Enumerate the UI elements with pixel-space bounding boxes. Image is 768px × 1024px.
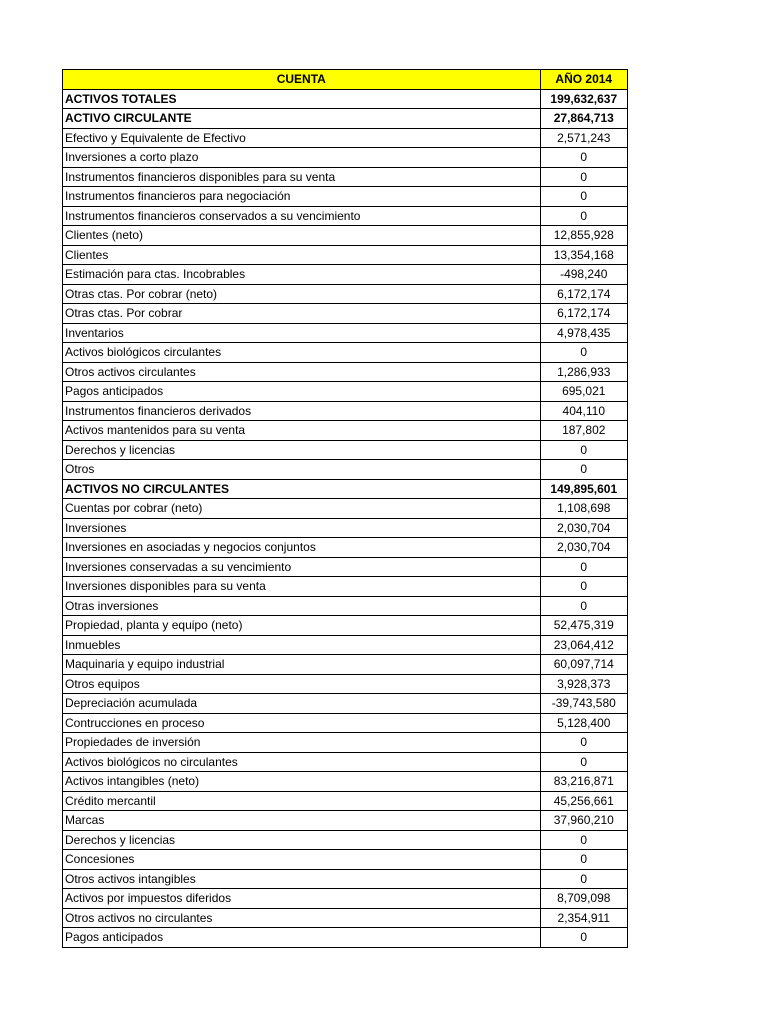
- table-row: [63, 889, 628, 909]
- table-row: [63, 284, 628, 304]
- table-row: [63, 733, 628, 753]
- value-cell: 83,216,871: [540, 772, 627, 792]
- table-row: [63, 518, 628, 538]
- value-cell: 6,172,174: [540, 304, 627, 324]
- table-row: [63, 869, 628, 889]
- value-cell: 0: [540, 733, 627, 753]
- value-cell: 2,354,911: [540, 908, 627, 928]
- value-cell: 2,030,704: [540, 538, 627, 558]
- value-cell: 27,864,713: [540, 109, 627, 129]
- table-row: [63, 908, 628, 928]
- table-row: [63, 128, 628, 148]
- account-name-cell: Inversiones a corto plazo: [63, 148, 541, 168]
- table-row: [63, 440, 628, 460]
- value-cell: 0: [540, 577, 627, 597]
- account-name-cell: Inmuebles: [63, 635, 541, 655]
- account-name-cell: Instrumentos financieros para negociación: [63, 187, 541, 207]
- account-name-cell: Clientes: [63, 245, 541, 265]
- account-name-cell: Inversiones: [63, 518, 541, 538]
- value-cell: 4,978,435: [540, 323, 627, 343]
- value-cell: 2,571,243: [540, 128, 627, 148]
- account-name-cell: Pagos anticipados: [63, 382, 541, 402]
- account-name-cell: Activos mantenidos para su venta: [63, 421, 541, 441]
- value-cell: 3,928,373: [540, 674, 627, 694]
- account-name-cell: Inventarios: [63, 323, 541, 343]
- value-cell: 0: [540, 869, 627, 889]
- account-name-cell: Otras inversiones: [63, 596, 541, 616]
- table-row: [63, 304, 628, 324]
- account-name-cell: Inversiones conservadas a su vencimiento: [63, 557, 541, 577]
- table-row: [63, 343, 628, 363]
- value-cell: 0: [540, 460, 627, 480]
- table-row: [63, 791, 628, 811]
- value-cell: 0: [540, 830, 627, 850]
- table-row: [63, 382, 628, 402]
- account-name-cell: Cuentas por cobrar (neto): [63, 499, 541, 519]
- account-name-cell: Activos por impuestos diferidos: [63, 889, 541, 909]
- table-row: [63, 479, 628, 499]
- value-cell: 37,960,210: [540, 811, 627, 831]
- account-name-cell: Maquinaria y equipo industrial: [63, 655, 541, 675]
- account-name-cell: Efectivo y Equivalente de Efectivo: [63, 128, 541, 148]
- value-cell: 404,110: [540, 401, 627, 421]
- account-name-cell: Propiedades de inversión: [63, 733, 541, 753]
- table-row: [63, 616, 628, 636]
- table-row: [63, 830, 628, 850]
- header-row: [63, 70, 628, 90]
- account-name-cell: Activos intangibles (neto): [63, 772, 541, 792]
- table-row: [63, 557, 628, 577]
- header-ano-2014: AÑO 2014: [540, 70, 627, 90]
- value-cell: 149,895,601: [540, 479, 627, 499]
- account-name-cell: Otras ctas. Por cobrar: [63, 304, 541, 324]
- table-row: [63, 460, 628, 480]
- table-row: [63, 694, 628, 714]
- table-row: [63, 655, 628, 675]
- table-row: [63, 362, 628, 382]
- account-name-cell: Derechos y licencias: [63, 440, 541, 460]
- account-name-cell: Concesiones: [63, 850, 541, 870]
- table-row: [63, 928, 628, 948]
- account-name-cell: Otros equipos: [63, 674, 541, 694]
- account-name-cell: Estimación para ctas. Incobrables: [63, 265, 541, 285]
- value-cell: 199,632,637: [540, 89, 627, 109]
- table-row: [63, 401, 628, 421]
- value-cell: 8,709,098: [540, 889, 627, 909]
- account-name-cell: Inversiones en asociadas y negocios conjuntos: [63, 538, 541, 558]
- value-cell: 0: [540, 148, 627, 168]
- account-name-cell: Pagos anticipados: [63, 928, 541, 948]
- value-cell: 0: [540, 557, 627, 577]
- balance-sheet-table: [62, 69, 628, 948]
- table-row: [63, 421, 628, 441]
- account-name-cell: Contrucciones en proceso: [63, 713, 541, 733]
- value-cell: 6,172,174: [540, 284, 627, 304]
- account-name-cell: Marcas: [63, 811, 541, 831]
- value-cell: 0: [540, 928, 627, 948]
- value-cell: 0: [540, 206, 627, 226]
- value-cell: 23,064,412: [540, 635, 627, 655]
- account-name-cell: ACTIVOS NO CIRCULANTES: [63, 479, 541, 499]
- account-name-cell: Otros activos intangibles: [63, 869, 541, 889]
- table-row: [63, 206, 628, 226]
- value-cell: 1,108,698: [540, 499, 627, 519]
- value-cell: 695,021: [540, 382, 627, 402]
- value-cell: 0: [540, 440, 627, 460]
- value-cell: 5,128,400: [540, 713, 627, 733]
- value-cell: 0: [540, 850, 627, 870]
- account-name-cell: Derechos y licencias: [63, 830, 541, 850]
- account-name-cell: Activos biológicos circulantes: [63, 343, 541, 363]
- value-cell: 0: [540, 752, 627, 772]
- value-cell: 60,097,714: [540, 655, 627, 675]
- table-row: [63, 323, 628, 343]
- table-row: [63, 226, 628, 246]
- table-row: [63, 89, 628, 109]
- table-row: [63, 752, 628, 772]
- account-name-cell: Instrumentos financieros conservados a su vencimiento: [63, 206, 541, 226]
- value-cell: 1,286,933: [540, 362, 627, 382]
- table-row: [63, 577, 628, 597]
- value-cell: 12,855,928: [540, 226, 627, 246]
- table-row: [63, 538, 628, 558]
- table-row: [63, 187, 628, 207]
- table-row: [63, 713, 628, 733]
- table-row: [63, 499, 628, 519]
- account-name-cell: Depreciación acumulada: [63, 694, 541, 714]
- value-cell: 0: [540, 167, 627, 187]
- account-name-cell: Otros activos no circulantes: [63, 908, 541, 928]
- value-cell: 2,030,704: [540, 518, 627, 538]
- value-cell: 0: [540, 343, 627, 363]
- value-cell: 52,475,319: [540, 616, 627, 636]
- value-cell: -39,743,580: [540, 694, 627, 714]
- table-row: [63, 811, 628, 831]
- value-cell: 45,256,661: [540, 791, 627, 811]
- table-row: [63, 245, 628, 265]
- table-row: [63, 772, 628, 792]
- header-cuenta: CUENTA: [63, 70, 541, 90]
- table-row: [63, 265, 628, 285]
- table-row: [63, 596, 628, 616]
- table-row: [63, 850, 628, 870]
- value-cell: 0: [540, 187, 627, 207]
- table-row: [63, 167, 628, 187]
- account-name-cell: Otros activos circulantes: [63, 362, 541, 382]
- account-name-cell: Otros: [63, 460, 541, 480]
- table-row: [63, 148, 628, 168]
- value-cell: -498,240: [540, 265, 627, 285]
- value-cell: 0: [540, 596, 627, 616]
- account-name-cell: Crédito mercantil: [63, 791, 541, 811]
- account-name-cell: Instrumentos financieros derivados: [63, 401, 541, 421]
- value-cell: 187,802: [540, 421, 627, 441]
- account-name-cell: Activos biológicos no circulantes: [63, 752, 541, 772]
- account-name-cell: Inversiones disponibles para su venta: [63, 577, 541, 597]
- table-row: [63, 674, 628, 694]
- account-name-cell: Clientes (neto): [63, 226, 541, 246]
- account-name-cell: Instrumentos financieros disponibles para su venta: [63, 167, 541, 187]
- table-row: [63, 635, 628, 655]
- account-name-cell: Propiedad, planta y equipo (neto): [63, 616, 541, 636]
- table-row: [63, 109, 628, 129]
- account-name-cell: ACTIVOS TOTALES: [63, 89, 541, 109]
- value-cell: 13,354,168: [540, 245, 627, 265]
- account-name-cell: ACTIVO CIRCULANTE: [63, 109, 541, 129]
- account-name-cell: Otras ctas. Por cobrar (neto): [63, 284, 541, 304]
